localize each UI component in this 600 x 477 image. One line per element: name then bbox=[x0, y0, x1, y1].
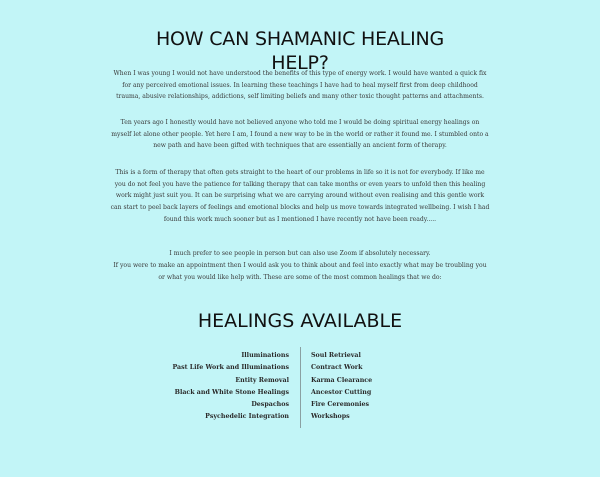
healing-link-workshops[interactable]: Workshops bbox=[311, 413, 350, 421]
healings-heading: HEALINGS AVAILABLE bbox=[197, 310, 403, 332]
healing-link-ancestor-cutting[interactable]: Ancestor Cutting bbox=[311, 388, 372, 396]
healing-link-soul-retrieval[interactable]: Soul Retrieval bbox=[311, 352, 361, 359]
healing-link-past-life-work[interactable]: Past Life Work and Illuminations bbox=[172, 364, 289, 372]
healings-left-column bbox=[150, 350, 289, 424]
zoom-paragraph: I much prefer to see people in person but can also use Zoom if absolutely necessary. bbox=[169, 250, 431, 257]
healings-right-column bbox=[311, 350, 431, 424]
column-divider bbox=[300, 347, 301, 428]
healing-link-psychedelic-integration[interactable]: Psychedelic Integration bbox=[205, 413, 289, 421]
healing-link-entity-removal[interactable]: Entity Removal bbox=[235, 376, 289, 384]
page-title: HOW CAN SHAMANIC HEALING HELP? bbox=[155, 28, 445, 74]
healing-link-contract-work[interactable]: Contract Work bbox=[311, 364, 363, 372]
healing-link-stone-healings[interactable]: Black and White Stone Healings bbox=[174, 388, 289, 396]
healing-link-despachos[interactable]: Despachos bbox=[251, 401, 289, 409]
intro-paragraph: When I was young I would not have understood the benefits of this type of energy work. I would have wanted a quick fix for any perceived emotional issues. In learning these teachings I have had to heal myself first from deep childhood trauma, abusive relationships, addictions, self limiting beliefs and many other toxic thought patterns and attachments. bbox=[113, 70, 487, 101]
therapy-paragraph: This is a form of therapy that often gets straight to the heart of our problems in life so it is not for everybody. If like me you do not feel you have the patience for talking therapy that can take months or even years to unfold then this healing work might just suit you. It can be surprising what we are carrying around without even realising and this gentle work can start to peel back layers of feelings and emotional blocks and help us move towards integrated wellbeing. I wish I had found this work much sooner but as I mentioned I have recently not have been ready..... bbox=[110, 169, 490, 223]
appointment-paragraph: If you were to make an appointment then I would ask you to think about and feel into exactly what may be troubling you or what you would like help with. These are some of the most common healings that we do: bbox=[113, 262, 487, 281]
story-paragraph: Ten years ago I honestly would have not believed anyone who told me I would be doing spiritual energy healings on myself let alone other people. Yet here I am, I found a new way to be in the world or rather it found me. I stumbled onto a new path and have been gifted with techniques that are essentially an ancient form of therapy. bbox=[111, 119, 489, 150]
healing-link-karma-clearance[interactable]: Karma Clearance bbox=[311, 376, 373, 384]
healing-link-fire-ceremonies[interactable]: Fire Ceremonies bbox=[311, 401, 370, 409]
healing-link-illuminations[interactable]: Illuminations bbox=[241, 352, 289, 359]
